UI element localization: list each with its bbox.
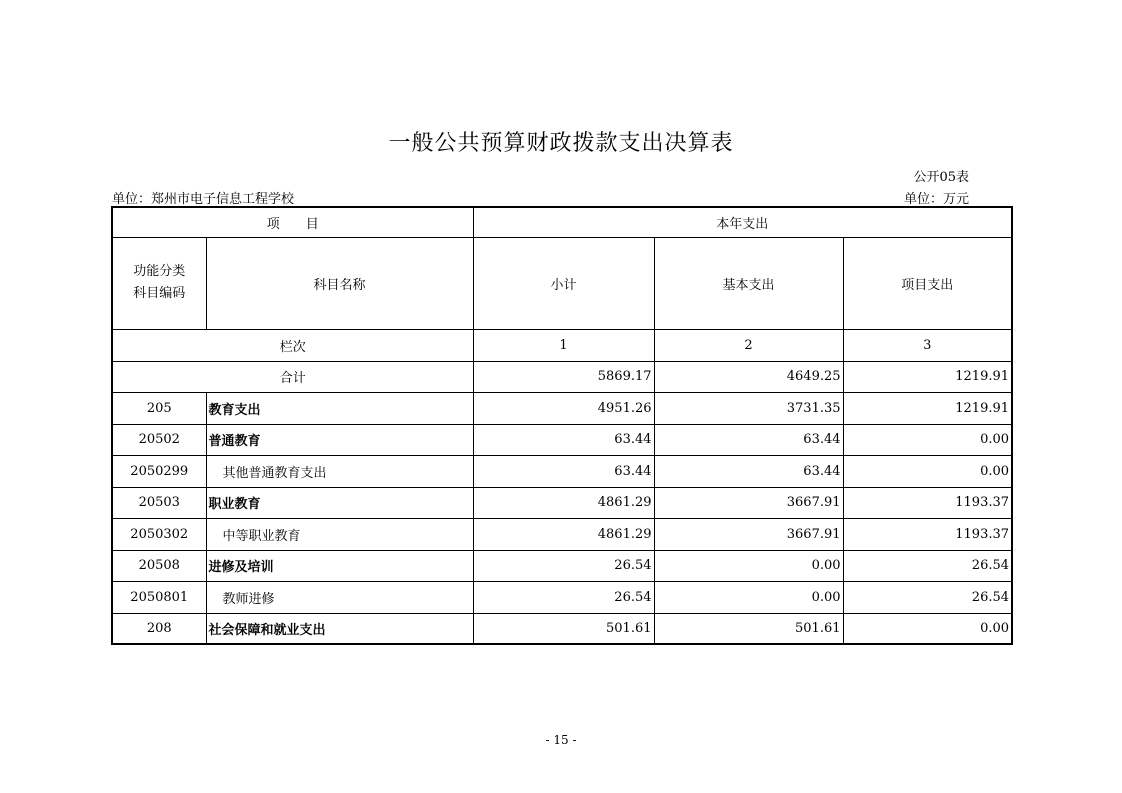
total-basic: 4649.25 <box>654 361 843 392</box>
row-code: 208 <box>112 613 206 644</box>
header-project: 项目支出 <box>843 237 1012 329</box>
row-project: 0.00 <box>843 424 1012 455</box>
table-row <box>112 455 1012 487</box>
unit-organization: 单位：郑州市电子信息工程学校 <box>112 192 295 207</box>
row-project: 1193.37 <box>843 487 1012 518</box>
row-basic: 0.00 <box>654 550 843 581</box>
row-name: 普通教育 <box>206 424 473 455</box>
column-index-1: 1 <box>473 329 654 361</box>
table-row <box>112 518 1012 550</box>
row-basic: 3731.35 <box>654 392 843 424</box>
row-code: 20508 <box>112 550 206 581</box>
unit-currency: 单位：万元 <box>903 192 969 207</box>
row-code: 205 <box>112 392 206 424</box>
table-row <box>112 581 1012 613</box>
budget-table <box>111 206 1013 645</box>
header-row-2 <box>112 237 1012 329</box>
total-subtotal: 5869.17 <box>473 361 654 392</box>
table-row <box>112 424 1012 455</box>
row-subtotal: 4861.29 <box>473 518 654 550</box>
row-basic: 63.44 <box>654 455 843 487</box>
column-index-3: 3 <box>843 329 1012 361</box>
document-code: 公开05表 <box>913 170 969 185</box>
row-name: 教育支出 <box>206 392 473 424</box>
header-subtotal: 小计 <box>473 237 654 329</box>
header-basic: 基本支出 <box>654 237 843 329</box>
header-func-code <box>112 237 206 329</box>
total-project: 1219.91 <box>843 361 1012 392</box>
document-title: 一般公共预算财政拨款支出决算表 <box>388 131 734 156</box>
header-func-code-line1: 功能分类 <box>133 264 186 279</box>
table-row <box>112 392 1012 424</box>
row-subtotal: 4861.29 <box>473 487 654 518</box>
row-basic: 63.44 <box>654 424 843 455</box>
row-name: 社会保障和就业支出 <box>206 613 473 644</box>
header-item: 项 目 <box>112 207 473 237</box>
total-row <box>112 361 1012 392</box>
row-subtotal: 63.44 <box>473 455 654 487</box>
row-subtotal: 501.61 <box>473 613 654 644</box>
row-code: 20502 <box>112 424 206 455</box>
row-subtotal: 63.44 <box>473 424 654 455</box>
row-name: 中等职业教育 <box>206 518 473 550</box>
header-row-1 <box>112 207 1012 237</box>
table-row <box>112 487 1012 518</box>
row-name: 教师进修 <box>206 581 473 613</box>
column-index-row <box>112 329 1012 361</box>
header-subject-name: 科目名称 <box>206 237 473 329</box>
column-index-2: 2 <box>654 329 843 361</box>
row-basic: 3667.91 <box>654 518 843 550</box>
row-name: 进修及培训 <box>206 550 473 581</box>
row-project: 26.54 <box>843 581 1012 613</box>
table-row <box>112 613 1012 644</box>
table-row <box>112 550 1012 581</box>
header-current-year: 本年支出 <box>473 207 1012 237</box>
row-code: 2050299 <box>112 455 206 487</box>
row-basic: 3667.91 <box>654 487 843 518</box>
row-name: 职业教育 <box>206 487 473 518</box>
row-basic: 501.61 <box>654 613 843 644</box>
row-project: 26.54 <box>843 550 1012 581</box>
row-name: 其他普通教育支出 <box>206 455 473 487</box>
row-subtotal: 4951.26 <box>473 392 654 424</box>
column-index-label: 栏次 <box>112 329 473 361</box>
row-project: 1219.91 <box>843 392 1012 424</box>
header-func-code-line2: 科目编码 <box>133 286 186 301</box>
row-basic: 0.00 <box>654 581 843 613</box>
row-project: 1193.37 <box>843 518 1012 550</box>
row-subtotal: 26.54 <box>473 581 654 613</box>
page-number: - 15 - <box>545 733 577 747</box>
total-label: 合计 <box>112 361 473 392</box>
row-subtotal: 26.54 <box>473 550 654 581</box>
row-code: 2050302 <box>112 518 206 550</box>
row-project: 0.00 <box>843 455 1012 487</box>
row-code: 2050801 <box>112 581 206 613</box>
row-code: 20503 <box>112 487 206 518</box>
row-project: 0.00 <box>843 613 1012 644</box>
